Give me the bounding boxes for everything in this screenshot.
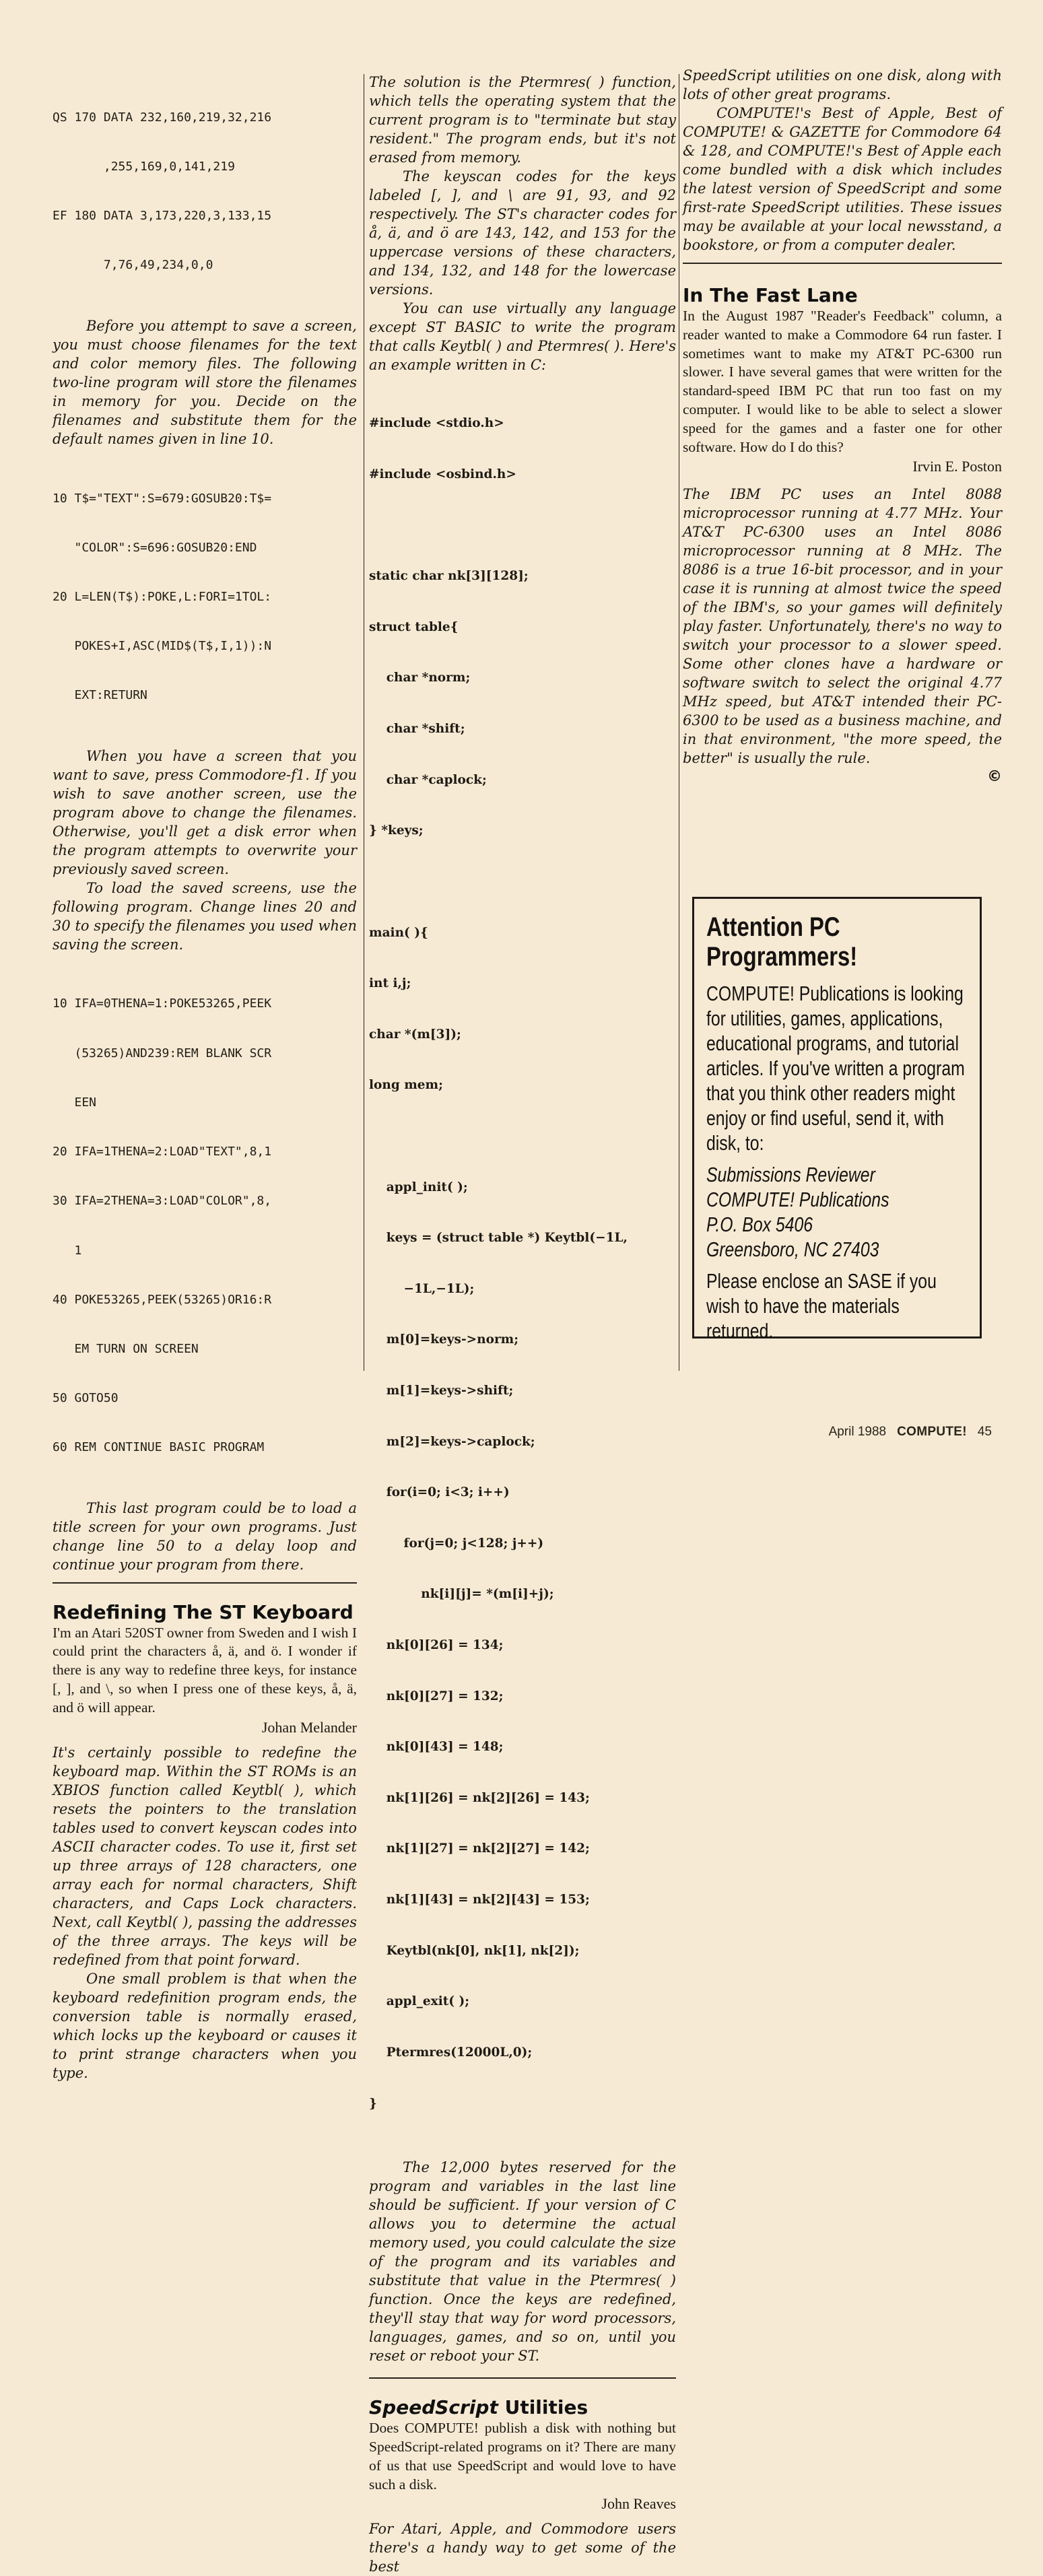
code-line: m[2]=keys->caplock; [369, 1434, 535, 1449]
code-line: int i,j; [369, 976, 411, 991]
code-line: nk[0][27] = 132; [369, 1689, 504, 1703]
code-line: appl_exit( ); [369, 1994, 470, 2009]
code-line: ,255,169,0,141,219 [53, 160, 235, 174]
code-line: 60 REM CONTINUE BASIC PROGRAM [53, 1440, 265, 1455]
code-line: nk[1][43] = nk[2][43] = 153; [369, 1893, 590, 1907]
code-line: main( ){ [369, 925, 428, 940]
reader-letter: In the August 1987 "Reader's Feedback" column, a reader wanted to make a Commodore 64 run faster. I sometimes want to make my AT&T PC-6300 run slower. I have several games that were written for the standard-speed IBM PC that run too fast on my computer. I would like to be able to select a slower speed for the games and a faster one for other software. How do I do this? [683, 308, 1002, 455]
code-line: #include <stdio.h> [369, 416, 504, 431]
basic-listing-2 [53, 458, 357, 737]
answer-paragraph: The 12,000 bytes reserved for the program and variables in the last line should be sufficient. If your version of C allows you to determine the actual memory used, you could calculate the size of the program and its variables and substitute that value in the Ptermres( ) function. Once the keys are redefined, they'll stay that way for word processors, languages, games, and so on, until you reset or reboot your ST. [369, 2159, 676, 2365]
code-line: 1 [53, 1243, 82, 1258]
ad-title: Attention PC Programmers! [706, 912, 858, 972]
code-line: QS 170 DATA 232,160,219,32,216 [53, 110, 272, 125]
code-line: nk[0][26] = 134; [369, 1638, 504, 1653]
column-1 [53, 65, 357, 2081]
body-paragraph: This last program could be to load a title screen for your own programs. Just change line 50 to a delay loop and continue your program from there. [53, 1499, 357, 1573]
reader-letter: Does COMPUTE! publish a disk with nothing but SpeedScript-related programs on it? There are many of us that use SpeedScript and would love to have such a disk. [369, 2420, 676, 2493]
code-line: (53265)AND239:REM BLANK SCR [53, 1046, 272, 1060]
answer-paragraph: For Atari, Apple, and Commodore users there's a handy way to get some of the best [369, 2521, 676, 2575]
reader-letter: I'm an Atari 520ST owner from Sweden and I wish I could print the characters å, ä, and ö. I wonder if there is any way to redefine three keys, for instance [, ], and \, so when I press one of these keys, å, ä, and ö will appear. [53, 1624, 357, 1716]
code-line: for(j=0; j<128; j++) [369, 1536, 544, 1551]
ad-body: COMPUTE! Publications is looking for utilities, games, applications, educational programs, and tutorial articles. If you've written a program that you think other readers might enjoy or find useful, send it, with disk, to: [706, 982, 965, 1155]
answer-paragraph: SpeedScript utilities on one disk, along with lots of other great programs. [683, 67, 1002, 102]
code-line: POKES+I,ASC(MID$(T$,I,1)):N [53, 639, 272, 654]
code-line: 20 IFA=1THENA=2:LOAD"TEXT",8,1 [53, 1145, 272, 1159]
code-line: Ptermres(12000L,0); [369, 2045, 533, 2060]
section-heading [369, 2396, 676, 2419]
code-line [369, 517, 676, 534]
code-line: EM TURN ON SCREEN [53, 1341, 199, 1356]
column-2 [369, 65, 676, 2575]
code-line: char *norm; [369, 671, 471, 685]
code-line: nk[1][27] = nk[2][27] = 142; [369, 1841, 590, 1856]
code-line: nk[1][26] = nk[2][26] = 143; [369, 1790, 590, 1805]
answer-paragraph: One small problem is that when the keyboard redefinition program ends, the conversion table is normally erased, which locks up the keyboard or causes it to print strange characters when you type. [53, 1970, 357, 2081]
code-line: char *caplock; [369, 772, 487, 787]
address-line: COMPUTE! Publications [706, 1188, 889, 1211]
answer-paragraph: The IBM PC uses an Intel 8088 microprocessor running at 4.77 MHz. Your AT&T PC-6300 uses an Intel 8086 microprocessor running at 8 MHz. The 8086 is a true 16-bit processor, and in your case it is running at almost twice the speed of the IBM's, so your games will definitely play faster. Unfortunately, there's no way to switch your processor to a slower speed. Some other clones have a hardware or software switch to select the original 4.77 MHz speed, but AT&T intended their PC-6300 to be used as a business machine, and in that environment, "the more speed, the better" is usually the rule. [683, 486, 1002, 767]
code-line: Keytbl(nk[0], nk[1], nk[2]); [369, 1943, 580, 1958]
section-rule [369, 2377, 676, 2379]
code-line: #include <osbind.h> [369, 467, 516, 482]
basic-listing-3 [53, 963, 357, 1489]
section-rule [53, 1582, 357, 1584]
section-heading: Redefining The ST Keyboard [53, 1600, 354, 1623]
code-line: for(i=0; i<3; i++) [369, 1485, 510, 1500]
answer-paragraph: It's certainly possible to redefine the keyboard map. Within the ST ROMs is an XBIOS function called Keytbl( ), which resets the pointers to the translation tables used to convert keyscan codes into ASCII character codes. To use it, first set up three arrays of 128 characters, one array each for normal characters, Shift characters, and Caps Lock characters. Next, call Keytbl( ), passing the addresses of the three arrays. The keys will be redefined from that point forward. [53, 1744, 357, 1968]
code-line: static char nk[3][128]; [369, 569, 529, 584]
answer-paragraph: You can use virtually any language except ST BASIC to write the program that calls Keytbl( ) and Ptermres( ). Here's an example written in C: [369, 300, 676, 373]
answer-paragraph: The solution is the Ptermres( ) function, which tells the operating system that the current program is to "terminate but stay resident." The program ends, but it's not erased from memory. [369, 74, 676, 166]
c-listing [369, 381, 676, 2146]
code-line: 20 L=LEN(T$):POKE,L:FORI=1TOL: [53, 589, 272, 604]
code-line: long mem; [369, 1078, 443, 1093]
code-line: 40 POKE53265,PEEK(53265)OR16:R [53, 1292, 272, 1307]
code-line: char *(m[3]); [369, 1027, 461, 1042]
code-line: struct table{ [369, 619, 459, 634]
code-line: nk[i][j]= *(m[i]+j); [369, 1587, 554, 1602]
magazine-name: COMPUTE! [897, 1425, 967, 1439]
issue-date: April 1988 [828, 1425, 887, 1439]
code-line [369, 1128, 676, 1145]
code-line: EEN [53, 1095, 97, 1110]
code-line: } [369, 2096, 377, 2111]
submissions-ad-box [692, 897, 982, 1343]
code-line: EXT:RETURN [53, 688, 147, 703]
code-line: −1L,−1L); [369, 1281, 475, 1296]
code-line: 7,76,49,234,0,0 [53, 258, 213, 273]
code-line: m[0]=keys->norm; [369, 1332, 519, 1347]
code-line: appl_init( ); [369, 1180, 468, 1194]
code-line: m[1]=keys->shift; [369, 1383, 514, 1398]
code-line: char *shift; [369, 722, 465, 737]
address-line: Greensboro, NC 27403 [706, 1238, 879, 1261]
letter-signature: Irvin E. Poston [912, 458, 1002, 475]
section-rule [683, 263, 1002, 264]
column-3 [683, 65, 1002, 1384]
code-line: 50 GOTO50 [53, 1391, 119, 1406]
heading-plain-part: Utilities [498, 2396, 588, 2419]
address-line: P.O. Box 5406 [706, 1213, 813, 1236]
code-line: 30 IFA=2THENA=3:LOAD"COLOR",8, [53, 1194, 272, 1209]
section-heading: In The Fast Lane [683, 284, 858, 306]
code-line: keys = (struct table *) Keytbl(−1L, [369, 1231, 628, 1246]
code-line: 10 T$="TEXT":S=679:GOSUB20:T$= [53, 491, 272, 506]
answer-paragraph: The keyscan codes for the keys labeled [, ], and \ are 91, 93, and 92 respectively. The ST's character codes for å, ä, and ö are 143, 142, and 153 for the uppercase versions of these characters, and 134, 132, and 148 for the lowercase versions. [369, 168, 676, 298]
letter-signature: John Reaves [601, 2495, 676, 2513]
code-line: nk[0][43] = 148; [369, 1740, 504, 1755]
code-line: "COLOR":S=696:GOSUB20:END [53, 540, 257, 555]
code-line: } *keys; [369, 823, 424, 838]
code-line: 10 IFA=0THENA=1:POKE53265,PEEK [53, 996, 272, 1011]
letter-signature: Johan Melander [261, 1718, 357, 1736]
code-line [369, 873, 676, 890]
address-line: Submissions Reviewer [706, 1163, 875, 1186]
ad-address [706, 1162, 968, 1262]
page-footer [829, 1425, 992, 1439]
body-paragraph: To load the saved screens, use the following program. Change lines 20 and 30 to specify the filenames you used when saving the screen. [53, 879, 357, 953]
body-paragraph: Before you attempt to save a screen, you must choose filenames for the text and color memory files. The following two-line program will store the filenames in memory for you. Decide on the filenames and substitute them for the default names given in line 10. [53, 317, 357, 447]
body-paragraph: When you have a screen that you want to save, press Commodore-f1. If you wish to save another screen, use the program above to change the filenames. Otherwise, you'll get a disk error when the program attempts to overwrite your previously saved screen. [53, 747, 357, 877]
heading-italic-part: SpeedScript [369, 2396, 498, 2419]
code-line: EF 180 DATA 3,173,220,3,133,15 [53, 209, 272, 224]
ad-closing: Please enclose an SASE if you wish to have the materials returned. [706, 1269, 937, 1343]
page-number: 45 [977, 1425, 992, 1439]
basic-listing-1 [53, 77, 357, 307]
answer-paragraph: COMPUTE!'s Best of Apple, Best of COMPUTE! & GAZETTE for Commodore 64 & 128, and COMPUTE!'s Best of Apple each come bundled with a disk which includes the latest version of SpeedScript and some first-rate SpeedScript utilities. These issues may be available at your local newsstand, a bookstore, or from a computer dealer. [683, 105, 1002, 253]
compute-end-mark-icon: © [987, 768, 1002, 786]
